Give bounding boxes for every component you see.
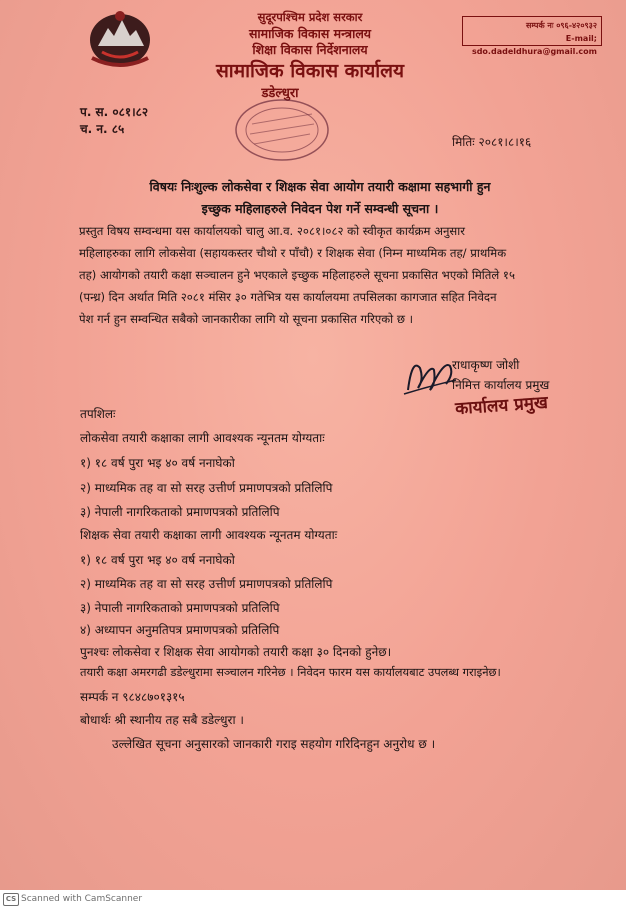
details-heading: तपशिलः (80, 407, 116, 421)
body-line: प्रस्तुत विषय सम्वन्धमा यस कार्यालयको चालु आ.व. २०८१।०८२ को स्वीकृत कार्यक्रम अनुसार (79, 224, 465, 238)
govt-heading: सुदूरपश्चिम प्रदेश सरकार (257, 10, 363, 24)
cc-line: बोधार्थः श्री स्थानीय तह सबै डडेल्धुरा । (80, 713, 244, 727)
body-line: (पन्ध्र) दिन अर्थात मिति २०८१ मंसिर ३० गतेभित्र यस कार्यालयमा तपसिलका कागजात सहित निवेदन (79, 290, 497, 304)
directorate-heading: शिक्षा विकास निर्देशनालय (252, 42, 368, 57)
office-district: डडेल्धुरा (261, 86, 299, 101)
loksewa-heading: लोकसेवा तयारी कक्षाका लागी आवश्यक न्यूनतम योग्यताः (80, 431, 325, 445)
shikshak-heading: शिक्षक सेवा तयारी कक्षाका लागी आवश्यक न्यूनतम योग्यताः (80, 528, 338, 542)
letter-number: प. स. ०८१।८२ (80, 105, 149, 119)
scanner-footer-text: Scanned with CamScanner (21, 894, 143, 904)
ministry-heading: सामाजिक विकास मन्त्रालय (248, 26, 372, 41)
subject-line-1: विषयः निःशुल्क लोकसेवा र शिक्षक सेवा आयोग तयारी कक्षामा सहभागी हुन (149, 179, 491, 194)
list-item: ४) अध्यापन अनुमतिपत्र प्रमाणपत्रको प्रतिलिपि (80, 623, 280, 637)
contact-phone: सम्पर्क नः ०९६-४२०९३२ (525, 21, 597, 30)
dispatch-number: च. न. ८५ (80, 122, 125, 136)
signatory-name: राधाकृष्ण जोशी (452, 358, 520, 372)
list-item: २) माध्यमिक तह वा सो सरह उत्तीर्ण प्रमाणपत्रको प्रतिलिपि (80, 577, 333, 591)
body-line: महिलाहरुका लागि लोकसेवा (सहायकस्तर चौथो र पाँचौ) र शिक्षक सेवा (निम्न माध्यमिक तह/ प्राथमिक (79, 246, 507, 260)
venue-note: तयारी कक्षा अमरगढी डडेल्धुरामा सञ्चालन गरिनेछ । निवेदन फारम यस कार्यालयबाट उपलब्ध गराइनेछ। (80, 665, 501, 679)
camscanner-logo-icon: CS (3, 893, 19, 906)
body-line: पेश गर्न हुन सम्वन्धित सबैको जानकारीका लागि यो सूचना प्रकासित गरिएको छ । (79, 312, 414, 326)
office-head-stamp: कार्यालय प्रमुख (454, 392, 549, 420)
nepal-emblem (84, 6, 156, 70)
request-line: उल्लेखित सूचना अनुसारको जानकारी गराइ सहयोग गरिदिनहुन अनुरोध छ । (112, 737, 436, 751)
list-item: ३) नेपाली नागरिकताको प्रमाणपत्रको प्रतिलिपि (80, 505, 280, 519)
office-stamp (228, 94, 336, 166)
subject-line-2: इच्छुक महिलाहरुले निवेदन पेश गर्ने सम्वन्धी सूचना । (201, 201, 439, 216)
contact-box (462, 16, 602, 56)
list-item: २) माध्यमिक तह वा सो सरह उत्तीर्ण प्रमाणपत्रको प्रतिलिपि (80, 481, 333, 495)
office-title: सामाजिक विकास कार्यालय (215, 60, 405, 82)
contact-number: सम्पर्क न ९८४८७०१३१५ (80, 690, 185, 704)
body-line: तह) आयोगको तयारी कक्षा सञ्चालन हुने भएकाले इच्छुक महिलाहरुले सूचना प्रकासित भएको मितिले १५ (79, 268, 515, 282)
signatory-title: निमित्त कार्यालय प्रमुख (452, 378, 550, 392)
list-item: ३) नेपाली नागरिकताको प्रमाणपत्रको प्रतिलिपि (80, 601, 280, 615)
handwritten-signature (400, 350, 460, 400)
contact-email: E-mail; sdo.dadeldhura@gmail.com (471, 34, 597, 56)
postscript-note: पुनश्चः लोकसेवा र शिक्षक सेवा आयोगको तयारी कक्षा ३० दिनको हुनेछ। (80, 645, 392, 659)
scanner-footer (0, 890, 626, 910)
list-item: १) १८ वर्ष पुरा भइ ४० वर्ष ननाघेको (80, 456, 235, 470)
list-item: १) १८ वर्ष पुरा भइ ४० वर्ष ननाघेको (80, 553, 235, 567)
letter-date: मितिः २०८१।८।१६ (452, 135, 532, 149)
